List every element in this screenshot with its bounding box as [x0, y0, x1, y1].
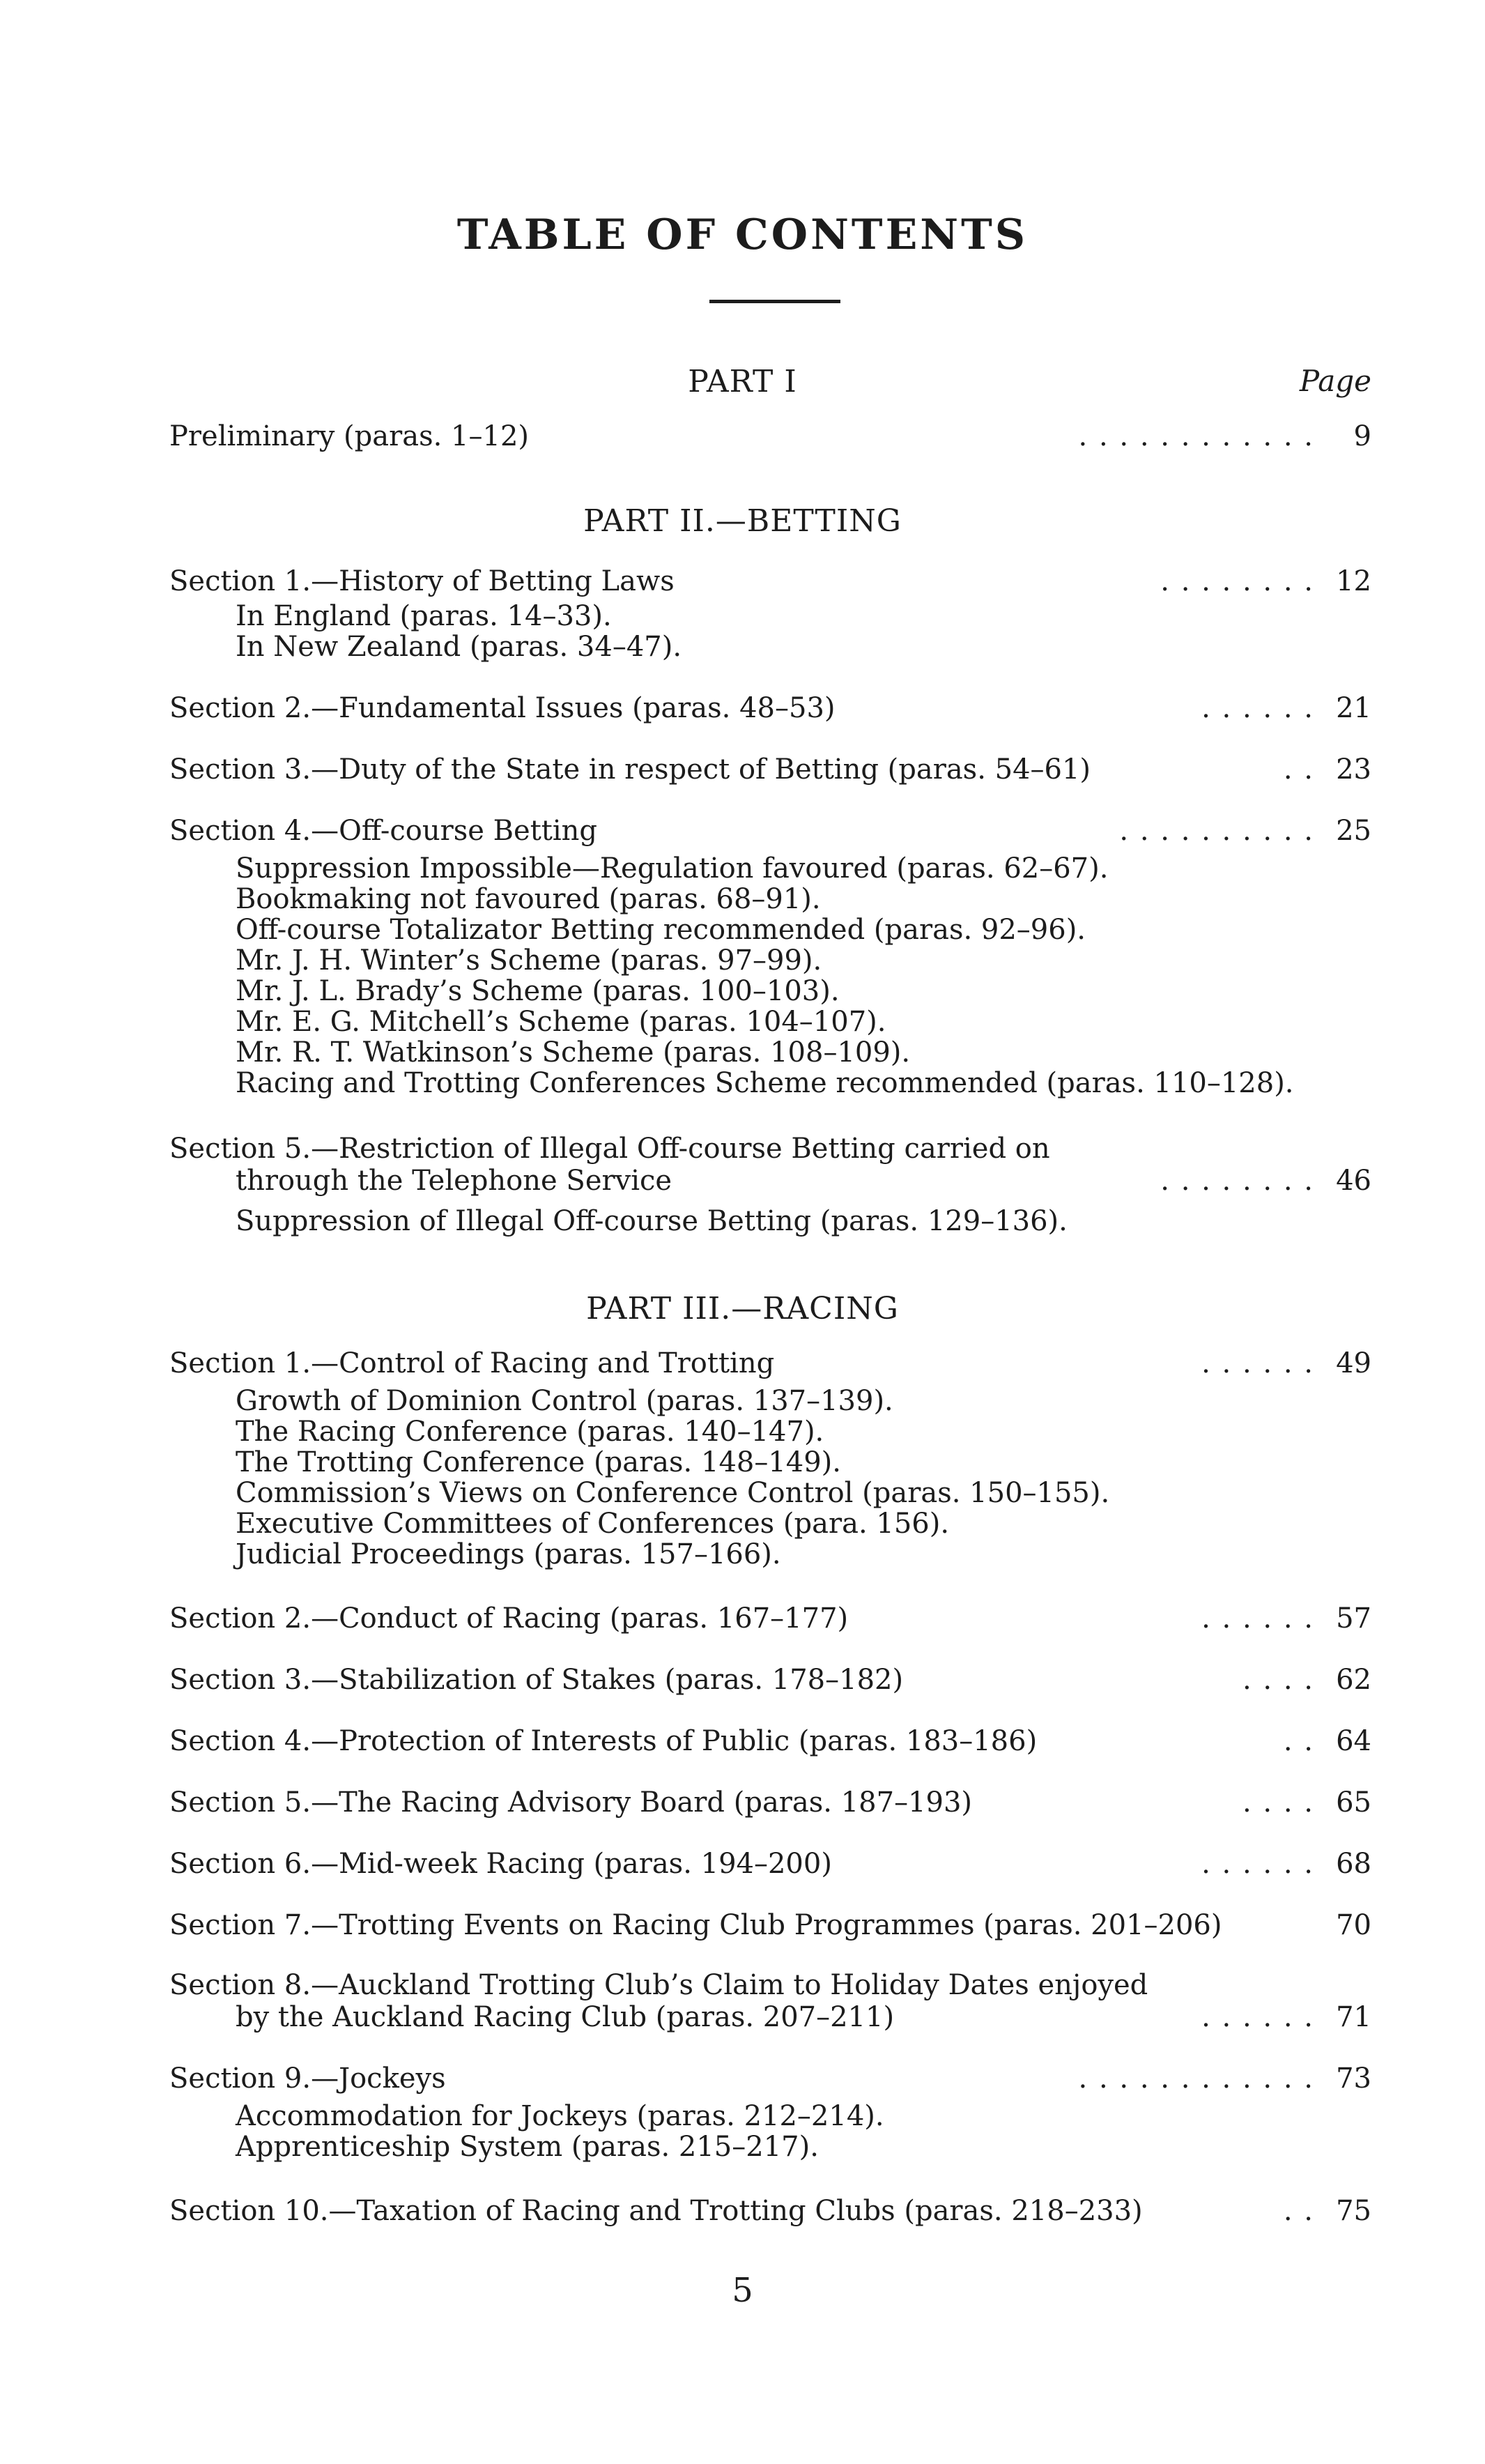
- leader-dots: . . . . . . . . . .: [1119, 815, 1314, 847]
- entry-title: Section 5.—Restriction of Illegal Off-course Betting carried on: [169, 1133, 1050, 1165]
- page-number: 49: [1336, 1347, 1371, 1379]
- entry-title-continued: by the Auckland Racing Club (paras. 207–211): [236, 2001, 895, 2033]
- sub-entry: Off-course Totalizator Betting recommended (paras. 92–96).: [236, 914, 1086, 946]
- sub-entry: Accommodation for Jockeys (paras. 212–214).: [236, 2100, 884, 2132]
- toc-entry-p3-s4[interactable]: [169, 1723, 1371, 1759]
- toc-entry-p3-s6[interactable]: [169, 1846, 1371, 1882]
- sub-entry: Judicial Proceedings (paras. 157–166).: [236, 1538, 781, 1570]
- entry-title: Section 10.—Taxation of Racing and Trotting Clubs (paras. 218–233): [169, 2195, 1143, 2227]
- page-number: 57: [1336, 1602, 1371, 1635]
- toc-entry-p3-s3[interactable]: [169, 1662, 1371, 1698]
- sub-entry: Racing and Trotting Conferences Scheme recommended (paras. 110–128).: [236, 1067, 1294, 1099]
- sub-entry: Bookmaking not favoured (paras. 68–91).: [236, 883, 821, 915]
- entry-title: Section 1.—History of Betting Laws: [169, 565, 675, 597]
- toc-entry-p3-s1[interactable]: [169, 1345, 1371, 1382]
- page-number: 9: [1353, 420, 1371, 452]
- leader-dots: . .: [1283, 1725, 1314, 1757]
- leader-dots: . . . . . . . .: [1160, 565, 1314, 597]
- leader-dots: . . . . . .: [1201, 2001, 1314, 2033]
- toc-entry-p2-s4[interactable]: [169, 813, 1371, 849]
- toc-entry-p3-s9[interactable]: [169, 2060, 1371, 2097]
- leader-dots: . . . . . . . . . . . .: [1078, 2063, 1314, 2095]
- entry-title: Section 2.—Fundamental Issues (paras. 48–53): [169, 692, 836, 724]
- sub-entry: Suppression Impossible—Regulation favoured (paras. 62–67).: [236, 852, 1109, 885]
- leader-dots: . . . .: [1242, 1664, 1314, 1696]
- page-number: 70: [1336, 1909, 1371, 1941]
- sub-entry: Commission’s Views on Conference Control (paras. 150–155).: [236, 1477, 1110, 1509]
- entry-title: Section 1.—Control of Racing and Trotting: [169, 1347, 775, 1379]
- entry-title-continued: through the Telephone Service: [236, 1165, 672, 1197]
- entry-title: Preliminary (paras. 1–12): [169, 420, 529, 452]
- toc-entry-preliminary[interactable]: [169, 418, 1371, 454]
- page-folio: 5: [732, 2271, 753, 2310]
- toc-entry-p2-s3[interactable]: [169, 751, 1371, 788]
- page-number: 21: [1336, 692, 1371, 724]
- leader-dots: . . . . . .: [1201, 1848, 1314, 1880]
- page-number: 62: [1336, 1664, 1371, 1696]
- leader-dots: . . . . . . . . . . . .: [1078, 420, 1314, 452]
- entry-title: Section 3.—Stabilization of Stakes (paras. 178–182): [169, 1664, 904, 1696]
- leader-dots: . . . . . .: [1201, 1347, 1314, 1379]
- page-number: 68: [1336, 1848, 1371, 1880]
- toc-entry-p3-s10[interactable]: [169, 2193, 1371, 2229]
- entry-title: Section 6.—Mid-week Racing (paras. 194–200): [169, 1848, 832, 1880]
- sub-entry: Mr. E. G. Mitchell’s Scheme (paras. 104–107).: [236, 1006, 886, 1038]
- toc-entry-p2-s5-line2[interactable]: [169, 1163, 1371, 1199]
- toc-entry-p3-s7[interactable]: [169, 1907, 1371, 1943]
- title-rule: [709, 300, 840, 303]
- entry-title: Section 4.—Off-course Betting: [169, 815, 598, 847]
- sub-entry: In England (paras. 14–33).: [236, 600, 612, 632]
- part-3-heading: PART III.—RACING: [586, 1291, 899, 1326]
- page-number: 64: [1336, 1725, 1371, 1757]
- page-column-label: Page: [1299, 364, 1371, 398]
- page-number: 12: [1336, 565, 1371, 597]
- page-number: 23: [1336, 753, 1371, 786]
- leader-dots: . . . .: [1242, 1786, 1314, 1819]
- page-number: 73: [1336, 2063, 1371, 2095]
- entry-title: Section 2.—Conduct of Racing (paras. 167–177): [169, 1602, 849, 1635]
- toc-entry-p3-s2[interactable]: [169, 1600, 1371, 1637]
- sub-entry: Mr. J. L. Brady’s Scheme (paras. 100–103).: [236, 975, 840, 1007]
- entry-title: Section 5.—The Racing Advisory Board (paras. 187–193): [169, 1786, 973, 1819]
- part-2-heading: PART II.—BETTING: [583, 503, 902, 539]
- entry-title: Section 9.—Jockeys: [169, 2063, 446, 2095]
- sub-entry: Apprenticeship System (paras. 215–217).: [236, 2131, 819, 2163]
- sub-entry: Mr. R. T. Watkinson’s Scheme (paras. 108–109).: [236, 1036, 911, 1069]
- leader-dots: . . . . . . . .: [1160, 1165, 1314, 1197]
- toc-entry-p3-s5[interactable]: [169, 1784, 1371, 1821]
- toc-entry-p3-s8-line1[interactable]: [169, 1967, 1371, 2003]
- entry-title: Section 3.—Duty of the State in respect of Betting (paras. 54–61): [169, 753, 1091, 786]
- page-number: 46: [1336, 1165, 1371, 1197]
- leader-dots: . . . . . .: [1201, 692, 1314, 724]
- sub-entry: The Racing Conference (paras. 140–147).: [236, 1416, 824, 1448]
- sub-entry: Growth of Dominion Control (paras. 137–139).: [236, 1385, 893, 1417]
- page-number: 25: [1336, 815, 1371, 847]
- entry-title: Section 8.—Auckland Trotting Club’s Claim to Holiday Dates enjoyed: [169, 1969, 1148, 2001]
- page-title: TABLE OF CONTENTS: [456, 211, 1029, 259]
- sub-entry: Suppression of Illegal Off-course Betting (paras. 129–136).: [236, 1205, 1068, 1237]
- toc-entry-p2-s2[interactable]: [169, 690, 1371, 726]
- page-number: 65: [1336, 1786, 1371, 1819]
- page-number: 75: [1336, 2195, 1371, 2227]
- entry-title: Section 7.—Trotting Events on Racing Club Programmes (paras. 201–206): [169, 1909, 1222, 1941]
- toc-entry-p2-s5-line1[interactable]: [169, 1131, 1371, 1167]
- sub-entry: Executive Committees of Conferences (para. 156).: [236, 1508, 950, 1540]
- sub-entry: The Trotting Conference (paras. 148–149).: [236, 1446, 842, 1478]
- sub-entry: Mr. J. H. Winter’s Scheme (paras. 97–99).: [236, 944, 822, 977]
- sub-entry: In New Zealand (paras. 34–47).: [236, 631, 682, 663]
- toc-entry-p2-s1[interactable]: [169, 563, 1371, 599]
- part-1-heading: PART I: [688, 364, 797, 399]
- entry-title: Section 4.—Protection of Interests of Public (paras. 183–186): [169, 1725, 1038, 1757]
- toc-entry-p3-s8-line2[interactable]: [169, 1999, 1371, 2035]
- leader-dots: . .: [1283, 753, 1314, 786]
- page-number: 71: [1336, 2001, 1371, 2033]
- leader-dots: . .: [1283, 2195, 1314, 2227]
- leader-dots: . . . . . .: [1201, 1602, 1314, 1635]
